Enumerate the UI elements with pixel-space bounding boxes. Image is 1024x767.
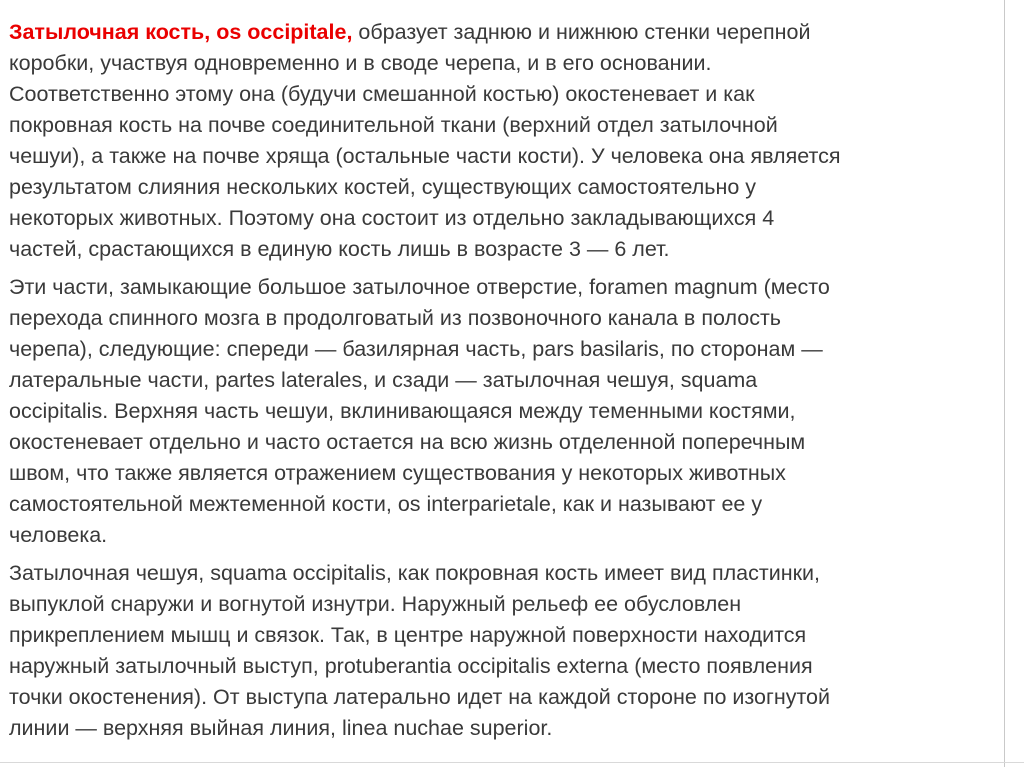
paragraph-1: [9, 17, 999, 265]
paragraph-1-lead: Затылочная кость, os occipitale,: [9, 20, 353, 44]
paragraph-3-text: Затылочная чешуя, squama occipitalis, как покровная кость имеет вид пластинки, выпуклой снаружи и вогнутой изнутри. Наружный рельеф ее обусловлен прикреплением мышц и связок. Так, в центре наружной поверхности находится наружный затылочный выступ, protuberantia occipitalis externa (место появления точки окостенения). От выступа латерально идет на каждой стороне по изогнутой линии — верхняя выйная линия, linea nuchae superior.: [9, 561, 831, 740]
slide-bottom-border: [0, 762, 1024, 763]
slide-right-border: [1004, 0, 1005, 767]
paragraph-2: [9, 272, 999, 551]
paragraph-1-text: образует заднюю и нижнюю стенки черепной коробки, участвуя одновременно и в своде черепа, и в его основании. Соответственно этому она (будучи смешанной костью) окостеневает и как покровная кость на почве соединительной ткани (верхний отдел затылочной чешуи), а также на почве хряща (остальные части кости). У человека она является результатом слияния нескольких костей, существующих самостоятельно у некоторых животных. Поэтому она состоит из отдельно закладывающихся 4 частей, срастающихся в единую кость лишь в возрасте 3 — 6 лет.: [9, 20, 841, 261]
paragraph-3: [9, 558, 999, 744]
text-content: [9, 17, 999, 751]
paragraph-2-text: Эти части, замыкающие большое затылочное отверстие, foramen magnum (место перехода спинного мозга в продолговатый из позвоночного канала в полость черепа), следующие: спереди — базилярная часть, pars basilaris, по сторонам — латеральные части, partes laterales, и сзади — затылочная чешуя, squama occipitalis. Верхняя часть чешуи, вклинивающаяся между теменными костями, окостеневает отдельно и часто остается на всю жизнь отделенной поперечным швом, что также является отражением существования у некоторых животных самостоятельной межтеменной кости, os interparietale, как и называют ее у человека.: [9, 275, 830, 547]
